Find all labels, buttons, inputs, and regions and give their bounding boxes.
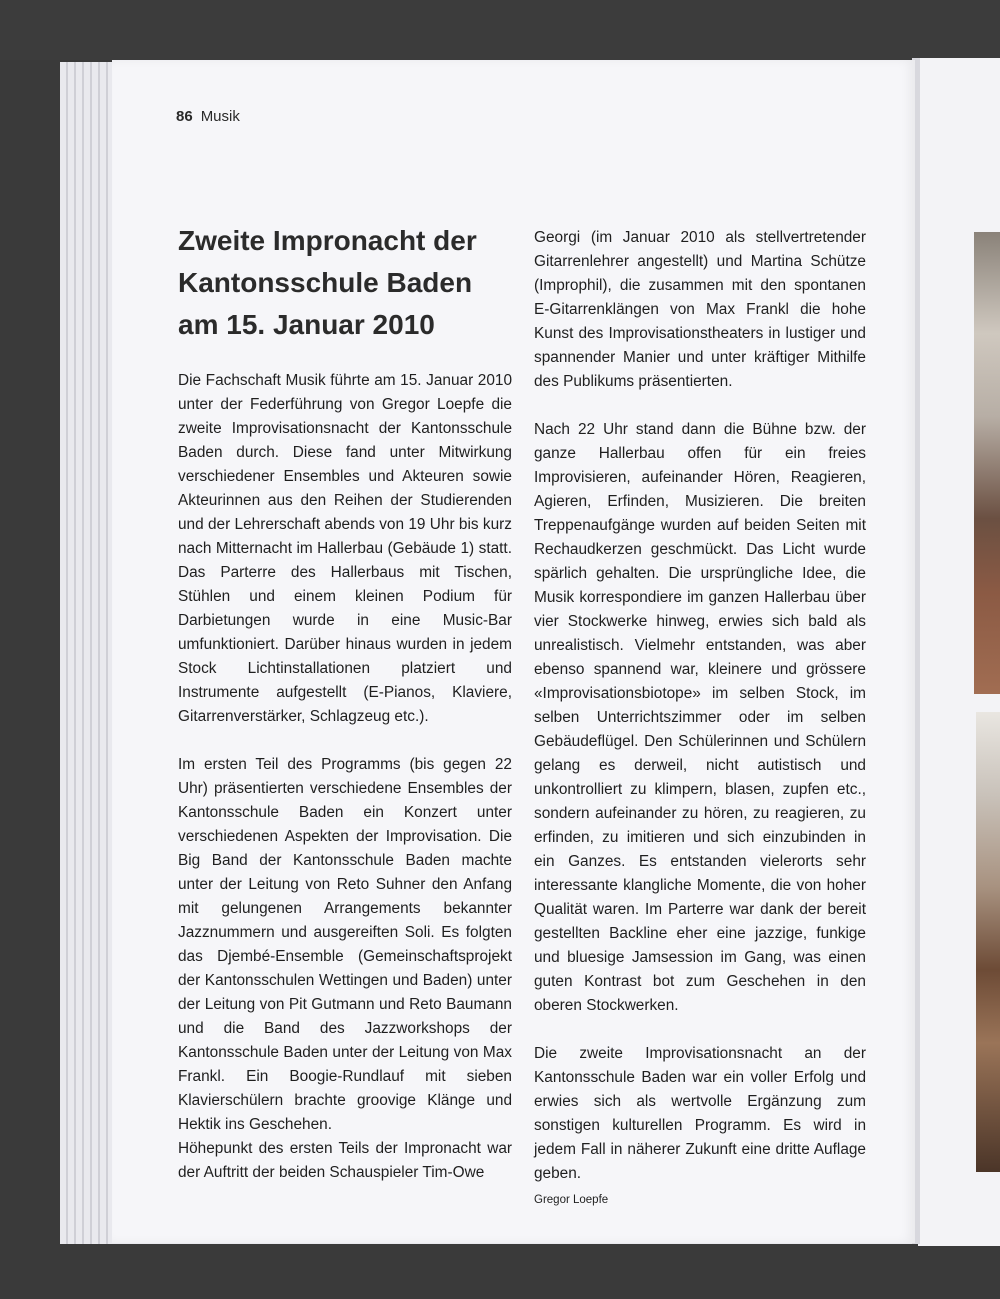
background-surface xyxy=(0,0,1000,60)
paragraph: Georgi (im Januar 2010 als stellvertretender Gitarrenlehrer angestellt) und Martina Schütze (Improphil), die zusammen mit den spontanen E-Gitarrenklängen von Max Frankl die hohe Kunst des Improvisationstheaters in lustiger und spannender Manier und unter kräftiger Mithilfe des Publikums präsentierten. xyxy=(534,229,866,390)
facing-page-photo-bottom xyxy=(976,712,1000,1172)
paragraph: Im ersten Teil des Programms (bis gegen 22 Uhr) präsentierten verschiedene Ensembles der Kantonsschule Baden ein Konzert unter verschiedenen Aspekten der Improvisation. Die Big Band der Kantonsschule Baden machte unter der Leitung von Reto Suhner den Anfang mit gelungenen Arrangements bekannter Jazznummern und ausgereiften Soli. Es folgten das Djembé-Ensemble (Gemeinschaftsprojekt der Kantonsschulen Wettingen und Baden) unter der Leitung von Pit Gutmann und Reto Baumann und die Band des Jazzworkshops der Kantonsschule Baden unter der Leitung von Max Frankl. Ein Boogie-Rundlauf mit sieben Klavierschülern brachte groovige Klänge und Hektik ins Geschehen. xyxy=(178,756,512,1133)
title-line-2: Kantonsschule Baden xyxy=(178,267,473,298)
right-text-column xyxy=(534,226,866,1210)
paragraph: Die Fachschaft Musik führte am 15. Januar 2010 unter der Federführung von Gregor Loepfe die zweite Improvisationsnacht der Kantonsschule Baden durch. Diese fand unter Mitwirkung verschiedener Ensembles und Akteuren sowie Akteurinnen aus den Reihen der Studierenden und der Lehrerschaft abends von 19 Uhr bis kurz nach Mitternacht im Hallerbau (Gebäude 1) statt. Das Parterre des Hallerbaus mit Tischen, Stühlen und einem kleinen Podium für Darbietungen wurde in eine Music-Bar umfunktioniert. Darüber hinaus wurden in jedem Stock Lichtinstallationen platziert und Instrumente aufgestellt (E-Pianos, Klaviere, Gitarrenverstärker, Schlagzeug etc.). xyxy=(178,372,512,725)
paragraph: Nach 22 Uhr stand dann die Bühne bzw. der ganze Hallerbau offen für ein freies Improvisieren, aufeinander Hören, Reagieren, Agieren, Erfinden, Musizieren. Die breiten Treppenaufgänge wurden auf beiden Seiten mit Rechaudkerzen geschmückt. Das Licht wurde spärlich gehalten. Die ursprüngliche Idee, die Musik korrespondiere im ganzen Hallerbau über vier Stockwerke hinweg, erwies sich bald als unrealistisch. Vielmehr entstanden, was aber ebenso spannend war, kleinere und grössere «Improvisationsbiotope» im selben Stock, im selben Unterrichtszimmer oder im selben Gebäudeflügel. Den Schülerinnen und Schülern gelang es derweil, nicht autistisch und unkontrolliert zu klimpern, blasen, zupfen etc., sondern aufeinander zu hören, zu reagieren, zu erfinden, zu imitieren und sich einzubinden in ein Ganzes. Es entstanden vielerorts sehr interessante klangliche Momente, die von hoher Qualität waren. Im Parterre war dank der bereit gestellten Backline eher eine jazzige, funkige und bluesige Jamsession im Gang, was einen guten Kontrast bot zum Geschehen in den oberen Stockwerken. xyxy=(534,421,866,1014)
running-head xyxy=(176,108,240,125)
title-line-3: am 15. Januar 2010 xyxy=(178,309,435,340)
section-name: Musik xyxy=(200,108,240,125)
left-text-column xyxy=(178,369,512,1185)
paragraph: Die zweite Improvisationsnacht an der Kantonsschule Baden war ein voller Erfolg und erwies sich als wertvolle Ergänzung zum sonstigen kulturellen Programm. Es wird in jedem Fall in näherer Zukunft eine dritte Auflage geben. xyxy=(534,1045,866,1182)
title-line-1: Zweite Impronacht der xyxy=(178,225,477,256)
facing-page-photo-top xyxy=(974,232,1000,694)
page-number: 86 xyxy=(176,108,193,125)
author-byline: Gregor Loepfe xyxy=(534,1194,609,1206)
paragraph: Höhepunkt des ersten Teils der Impronacht war der Auftritt der beiden Schauspieler Tim-Owe xyxy=(178,1140,512,1181)
article-title xyxy=(178,220,508,346)
